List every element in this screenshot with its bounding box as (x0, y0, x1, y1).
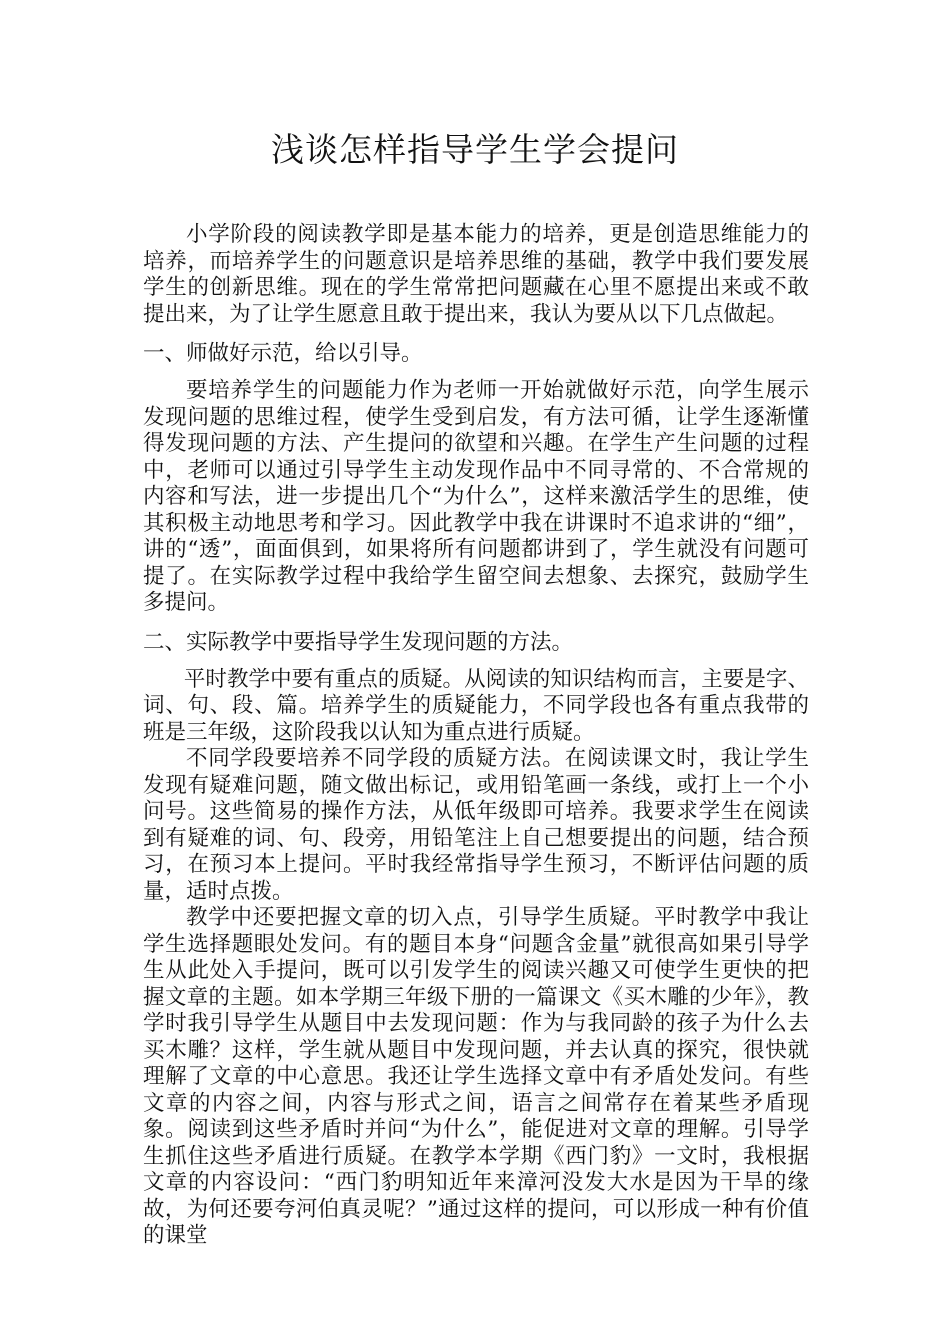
document-title: 浅谈怎样指导学生学会提问 (271, 130, 679, 169)
section-2-paragraph-3: 教学中还要把握文章的切入点，引导学生质疑。平时教学中我让学生选择题眼处发问。有的题目本身“问题含金量”就很高如果引导学生从此处入手提问，既可以引发学生的阅读兴趣又可使学生更快的把握文章的主题。如本学期三年级下册的一篇课文《买木雕的少年》，教学时我引导学生从题目中去发现问题：作为与我同龄的孩子为什么去买木雕？这样，学生就从题目中发现问题，并去认真的探究，很快就理解了文章的中心意思。我还让学生选择文章中有矛盾处发问。有些文章的内容之间，内容与形式之间，语言之间常存在着某些矛盾现象。阅读到这些矛盾时并问“为什么”，能促进对文章的理解。引导学生抓住这些矛盾进行质疑。在教学本学期《西门豹》一文时，我根据文章的内容设问：“西门豹明知近年来漳河没发大水是因为干旱的缘故，为何还要夸河伯真灵呢？”通过这样的提问，可以形成一种有价值的课堂 (143, 905, 809, 1248)
intro-paragraph: 小学阶段的阅读教学即是基本能力的培养，更是创造思维能力的培养，而培养学生的问题意识是培养思维的基础，教学中我们要发展学生的创新思维。现在的学生常常把问题藏在心里不愿提出来或不敢提出来，为了让学生愿意且敢于提出来，我认为要从以下几点做起。 (143, 222, 809, 327)
section-heading-1: 一、师做好示范，给以引导。 (143, 341, 423, 366)
section-1-paragraph: 要培养学生的问题能力作为老师一开始就做好示范，向学生展示发现问题的思维过程，使学生受到启发，有方法可循，让学生逐渐懂得发现问题的方法、产生提问的欲望和兴趣。在学生产生问题的过程中，老师可以通过引导学生主动发现作品中不同寻常的、不合常规的内容和写法，进一步提出几个“为什么”，这样来激活学生的思维，使其积极主动地思考和学习。因此教学中我在讲课时不追求讲的“细”，讲的“透”，面面俱到，如果将所有问题都讲到了，学生就没有问题可提了。在实际教学过程中我给学生留空间去想象、去探究，鼓励学生多提问。 (143, 378, 809, 615)
section-2-paragraph-2: 不同学段要培养不同学段的质疑方法。在阅读课文时，我让学生发现有疑难问题，随文做出标记，或用铅笔画一条线，或打上一个小问号。这些简易的操作方法，从低年级即可培养。我要求学生在阅读到有疑难的词、句、段旁，用铅笔注上自己想要提出的问题，结合预习，在预习本上提问。平时我经常指导学生预习，不断评估问题的质量，适时点拨。 (143, 746, 809, 904)
section-2-paragraph-1: 平时教学中要有重点的质疑。从阅读的知识结构而言，主要是字、词、句、段、篇。培养学生的质疑能力，不同学段也各有重点我带的班是三年级，这阶段我以认知为重点进行质疑。 (143, 666, 809, 745)
section-heading-2: 二、实际教学中要指导学生发现问题的方法。 (143, 629, 574, 655)
document-body (143, 222, 809, 1250)
